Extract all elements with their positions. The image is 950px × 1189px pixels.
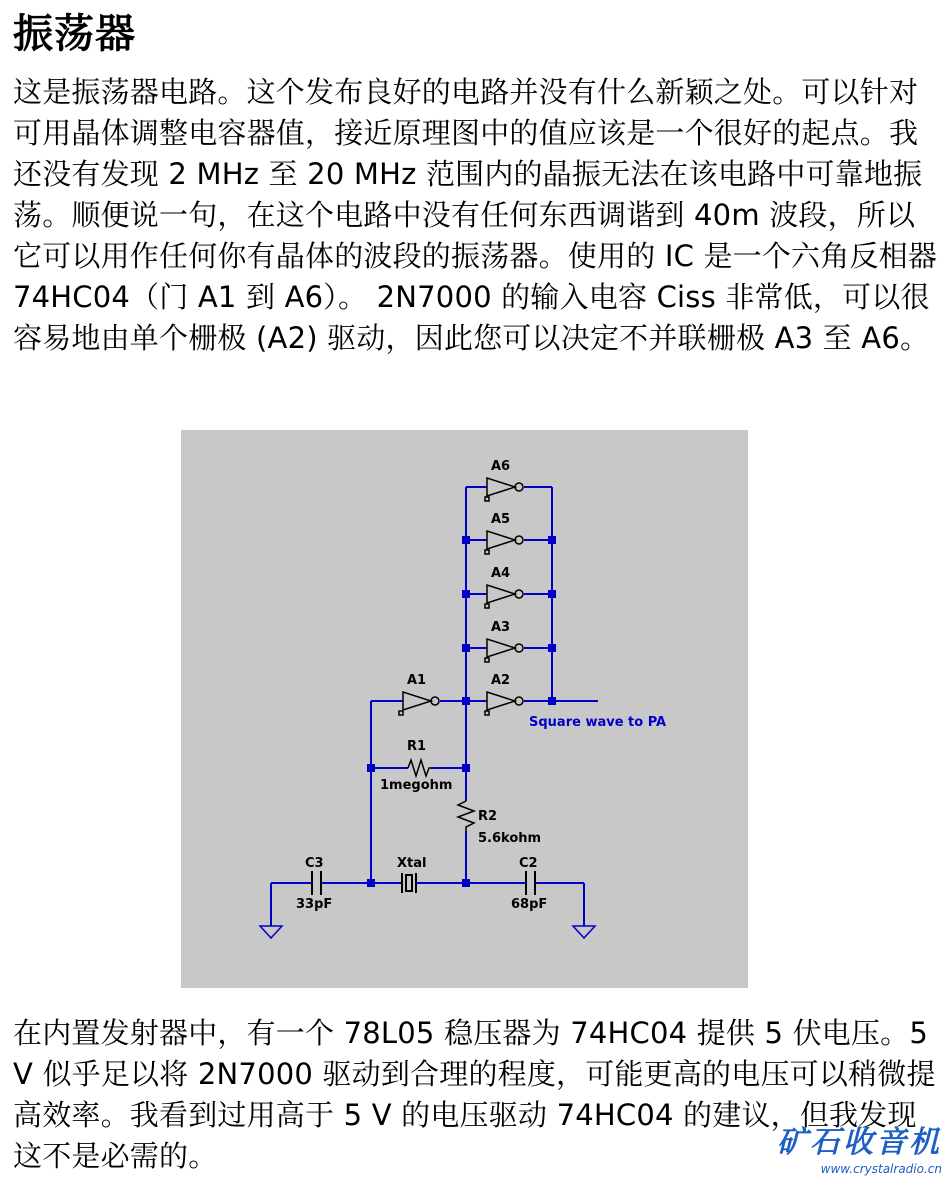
- label-a6: A6: [491, 459, 511, 474]
- site-watermark: [777, 1126, 942, 1178]
- page-title: 振荡器: [13, 11, 136, 57]
- watermark-url: www.crystalradio.cn: [820, 1162, 942, 1176]
- label-a5: A5: [491, 512, 511, 527]
- label-a2: A2: [491, 673, 511, 688]
- label-c3-value: 33pF: [296, 897, 333, 912]
- label-r2-value: 5.6kohm: [478, 831, 542, 846]
- intro-paragraph: 这是振荡器电路。这个发布良好的电路并没有什么新颖之处。可以针对可用晶体调整电容器值，接近原理图中的值应该是一个很好的起点。我还没有发现 2 MHz 至 20 MHz 范围内的晶振无法在该电路中可靠地振荡。顺便说一句，在这个电路中没有任何东西调谐到 40m 波段，所以它可以用作任何你有晶体的波段的振荡器。使用的 IC 是一个六角反相器 74HC04（门 A1 到 A6）。 2N7000 的输入电容 Ciss 非常低，可以很容易地由单个栅极 (A2) 驱动，因此您可以决定不并联栅极 A3 至 A6。: [13, 75, 938, 355]
- label-r1-value: 1megohm: [380, 778, 453, 793]
- label-a1: A1: [407, 673, 427, 688]
- watermark-name: 矿石收音机: [777, 1125, 942, 1160]
- supply-paragraph: 在内置发射器中，有一个 78L05 稳压器为 74HC04 提供 5 伏电压。5 V 似乎足以将 2N7000 驱动到合理的程度，可能更高的电压可以稍微提高效率。我看到过用高于 5 V 的电压驱动 74HC04 的建议，但我发现这不是必需的。: [13, 1016, 936, 1173]
- oscillator-schematic: [181, 430, 748, 988]
- label-output: Square wave to PA: [529, 715, 667, 730]
- label-r1: R1: [407, 739, 427, 754]
- label-c3: C3: [305, 856, 324, 871]
- schematic-background: [181, 430, 748, 988]
- label-a4: A4: [491, 566, 511, 581]
- label-c2: C2: [519, 856, 538, 871]
- label-c2-value: 68pF: [511, 897, 548, 912]
- label-xtal: Xtal: [397, 856, 427, 871]
- label-a3: A3: [491, 620, 511, 635]
- label-r2: R2: [478, 809, 498, 824]
